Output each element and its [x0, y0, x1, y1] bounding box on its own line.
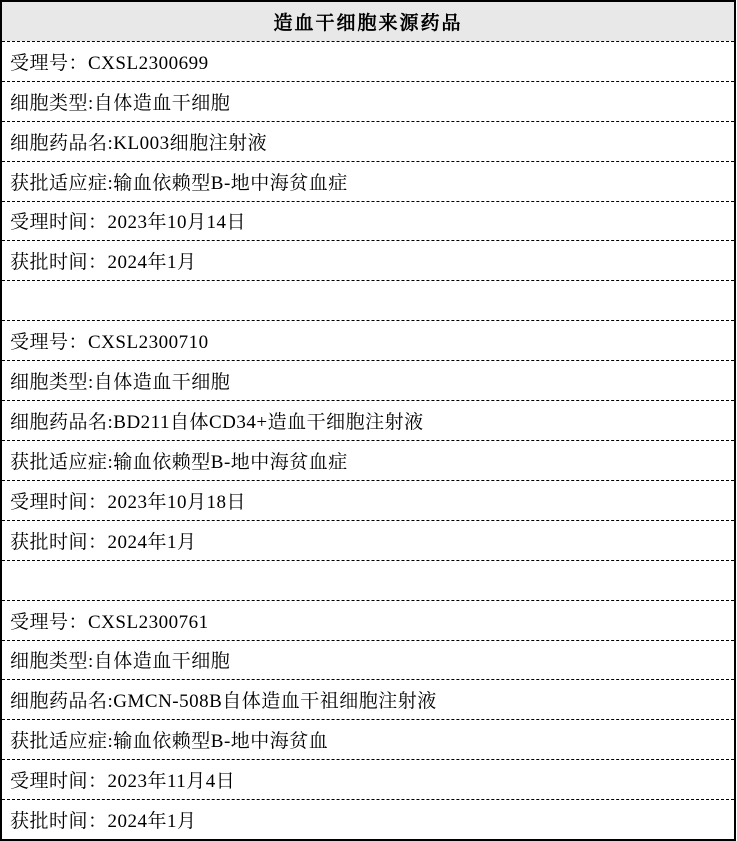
- row-acceptance-date: 受理时间：2023年10月14日: [2, 201, 734, 241]
- row-drug-name: 细胞药品名:KL003细胞注射液: [2, 121, 734, 161]
- row-drug-name: 细胞药品名:GMCN-508B自体造血干祖细胞注射液: [2, 679, 734, 719]
- row-acceptance-no: 受理号：CXSL2300761: [2, 600, 734, 640]
- row-acceptance-no: 受理号：CXSL2300699: [2, 41, 734, 81]
- row-indication: 获批适应症:输血依赖型B-地中海贫血: [2, 719, 734, 759]
- row-cell-type: 细胞类型:自体造血干细胞: [2, 360, 734, 400]
- row-indication: 获批适应症:输血依赖型B-地中海贫血症: [2, 161, 734, 201]
- row-approval-date: 获批时间：2024年1月: [2, 520, 734, 560]
- row-cell-type: 细胞类型:自体造血干细胞: [2, 81, 734, 121]
- row-acceptance-date: 受理时间：2023年10月18日: [2, 480, 734, 520]
- row-approval-date: 获批时间：2024年1月: [2, 240, 734, 280]
- spacer-row: [2, 280, 734, 320]
- row-acceptance-date: 受理时间：2023年11月4日: [2, 759, 734, 799]
- row-indication: 获批适应症:输血依赖型B-地中海贫血症: [2, 440, 734, 480]
- row-approval-date: 获批时间：2024年1月: [2, 799, 734, 839]
- row-acceptance-no: 受理号：CXSL2300710: [2, 320, 734, 360]
- spacer-row: [2, 560, 734, 600]
- row-drug-name: 细胞药品名:BD211自体CD34+造血干细胞注射液: [2, 400, 734, 440]
- table-title: 造血干细胞来源药品: [2, 2, 734, 41]
- row-cell-type: 细胞类型:自体造血干细胞: [2, 640, 734, 680]
